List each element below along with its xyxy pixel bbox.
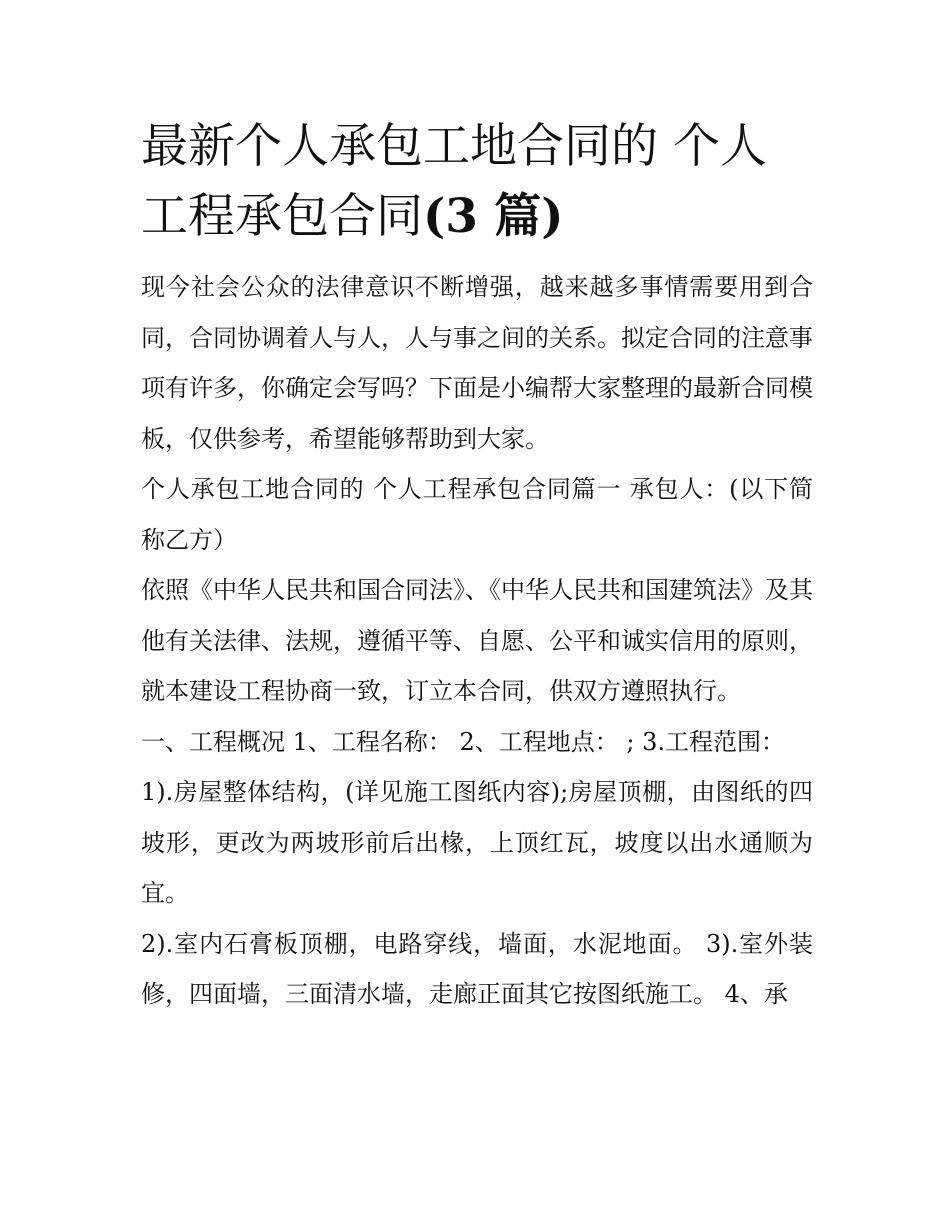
paragraph-intro: 现今社会公众的法律意识不断增强，越来越多事情需要用到合同，合同协调着人与人，人与事之间的关系。拟定合同的注意事项有许多，你确定会写吗？下面是小编帮大家整理的最新合同模板，仅供参考，希望能够帮助到大家。 <box>141 273 813 453</box>
document-body <box>141 112 813 1020</box>
paragraph-contract-heading: 个人承包工地合同的 个人工程承包合同篇一 承包人：(以下简称乙方） <box>141 475 813 554</box>
paragraph-scope-1: 1).房屋整体结构，(详见施工图纸内容);房屋顶棚，由图纸的四坡形，更改为两坡形前后出椽，上顶红瓦，坡度以出水通顺为宜。 <box>141 778 813 907</box>
paragraph-legal-basis: 依照《中华人民共和国合同法》、《中华人民共和国建筑法》及其他有关法律、法规，遵循平等、自愿、公平和诚实信用的原则，就本建设工程协商一致，订立本合同，供双方遵照执行。 <box>141 576 813 705</box>
title-line-1: 最新个人承包工地合同的 个人 <box>141 119 767 174</box>
title-line-2: 工程承包合同 <box>141 189 423 244</box>
paragraph-project-overview: 一、工程概况 1、工程名称： 2、工程地点： ; 3.工程范围： <box>141 727 786 756</box>
document-title <box>141 112 813 252</box>
title-count: (3 篇) <box>423 189 564 244</box>
paragraph-scope-2: 2).室内石膏板顶棚，电路穿线，墙面，水泥地面。 3).室外装修，四面墙，三面清水墙，走廊正面其它按图纸施工。 4、承 <box>141 929 813 1008</box>
